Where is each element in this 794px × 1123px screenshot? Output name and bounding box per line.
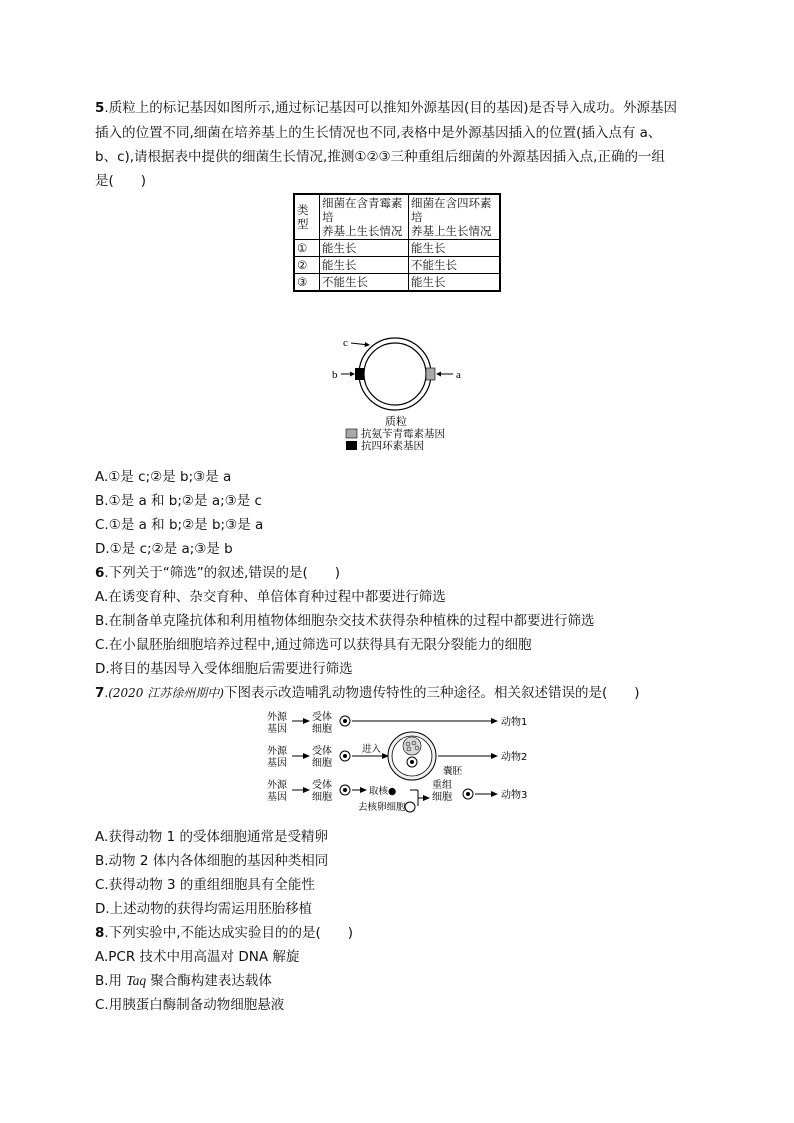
q5-line-4: 是( )	[95, 173, 147, 189]
table-header-penicillin: 细菌在含青霉素 培 养基上生长情况	[320, 194, 409, 240]
table-header-tetracycline: 细菌在含四环素 培 养基上生长情况	[409, 194, 501, 240]
q7-number: 7	[95, 685, 105, 701]
label-b: b	[332, 369, 338, 381]
row2-gene-label-2: 基因	[267, 758, 287, 769]
row1-gene-label-2: 基因	[267, 724, 287, 735]
q5-option-c: C.①是 a 和 b;②是 b;③是 a	[95, 517, 264, 533]
q5-number: 5	[95, 100, 105, 116]
row3-gene-label: 外源	[267, 780, 287, 791]
q6-number: 6	[95, 565, 105, 581]
q5-option-a: A.①是 c;②是 b;③是 a	[95, 469, 232, 485]
animal3-label: 动物3	[501, 790, 528, 801]
pathway-diagram	[262, 708, 562, 816]
legend-black-swatch	[346, 441, 357, 450]
q7-option-b: B.动物 2 体内各体细胞的基因种类相同	[95, 853, 329, 869]
q6-option-d: D.将目的基因导入受体细胞后需要进行筛选	[95, 661, 353, 677]
legend-gray-swatch	[346, 429, 357, 438]
q5-text-1: .质粒上的标记基因如图所示,通过标记基因可以推知外源基因(目的基因)是否导入成功。外源基因	[104, 100, 678, 116]
q7-stem	[95, 683, 640, 703]
recombined-cell-label: 重组	[432, 780, 452, 791]
q7-source: .(2020 江苏徐州期中)	[104, 686, 224, 700]
enter-label: 进入	[362, 744, 382, 755]
q7-option-c: C.获得动物 3 的重组细胞具有全能性	[95, 877, 315, 893]
animal2-label: 动物2	[501, 752, 528, 763]
table-row	[294, 240, 500, 257]
q5-line-2: 插入的位置不同,细菌在培养基上的生长情况也不同,表格中是外源基因插入的位置(插入点有 a、	[95, 125, 662, 141]
legend-black-label: 抗四环素基因	[361, 440, 424, 452]
q7-option-a: A.获得动物 1 的受体细胞通常是受精卵	[95, 829, 328, 845]
table-header-row	[294, 194, 500, 240]
q8-number: 8	[95, 925, 105, 941]
q7-option-d: D.上述动物的获得均需运用胚胎移植	[95, 901, 313, 917]
table-cell: 不能生长	[409, 257, 501, 274]
table-cell: ②	[294, 257, 320, 274]
q5-line-1	[95, 98, 677, 118]
tetracycline-resistance-gene	[355, 368, 364, 380]
table-header-type: 类 型	[294, 194, 320, 240]
animal1-label: 动物1	[501, 717, 528, 728]
q7-stem-text: 下图表示改造哺乳动物遗传特性的三种途径。相关叙述错误的是( )	[223, 685, 640, 701]
q6-option-a: A.在诱变育种、杂交育种、单倍体育种过程中都要进行筛选	[95, 589, 446, 605]
q6-stem	[95, 563, 340, 583]
take-nucleus-label: 取核●	[369, 786, 397, 797]
row3-gene-label-2: 基因	[267, 792, 287, 803]
table-row	[294, 257, 500, 274]
q8-option-b: B.用 Taq 聚合酶构建表达载体	[95, 973, 272, 989]
row3-cell-label-2: 细胞	[312, 792, 332, 803]
table-row	[294, 274, 500, 292]
arrow-b-head	[350, 372, 355, 377]
q6-option-c: C.在小鼠胚胎细胞培养过程中,通过筛选可以获得具有无限分裂能力的细胞	[95, 637, 532, 653]
blastocyst-icon	[388, 732, 436, 780]
table-cell: 能生长	[409, 240, 501, 257]
q5-option-b: B.①是 a 和 b;②是 a;③是 c	[95, 493, 262, 509]
table-cell: 能生长	[409, 274, 501, 292]
table-cell: ③	[294, 274, 320, 292]
q5-line-3: b、c),请根据表中提供的细菌生长情况,推测①②③三种重组后细菌的外源基因插入点,正确的一组	[95, 149, 665, 165]
table-cell: ①	[294, 240, 320, 257]
row1-cell-label: 受体	[312, 712, 332, 723]
enucleated-egg-label: 去核卵细胞	[358, 802, 406, 813]
q5-option-d: D.①是 c;②是 a;③是 b	[95, 541, 233, 557]
q6-stem-text: .下列关于“筛选”的叙述,错误的是( )	[104, 565, 341, 581]
q8-option-c: C.用胰蛋白酶制备动物细胞悬液	[95, 997, 285, 1013]
table-cell: 能生长	[320, 240, 409, 257]
arrow-a-head	[436, 372, 441, 377]
q6-option-b: B.在制备单克隆抗体和利用植物体细胞杂交技术获得杂种植株的过程中都要进行筛选	[95, 613, 595, 629]
recombined-cell-label-2: 细胞	[432, 792, 452, 803]
q8-stem-text: .下列实验中,不能达成实验目的的是( )	[104, 925, 354, 941]
legend-gray-label: 抗氨苄青霉素基因	[361, 428, 445, 440]
plasmid-caption: 质粒	[385, 415, 407, 428]
table-cell: 不能生长	[320, 274, 409, 292]
arrow-c-head	[365, 342, 371, 347]
table-cell: 能生长	[320, 257, 409, 274]
row1-cell-label-2: 细胞	[312, 724, 332, 735]
enucleated-egg-icon	[405, 802, 415, 812]
row1-gene-label: 外源	[267, 712, 287, 723]
row2-cell-label: 受体	[312, 746, 332, 757]
growth-table	[293, 193, 501, 292]
label-a: a	[456, 369, 461, 381]
label-c: c	[343, 337, 348, 349]
plasmid-inner-ring	[364, 343, 426, 405]
row2-cell-label-2: 细胞	[312, 758, 332, 769]
row3-cell-label: 受体	[312, 780, 332, 791]
row2-gene-label: 外源	[267, 746, 287, 757]
plasmid-outer-ring	[359, 338, 431, 410]
ampicillin-resistance-gene	[426, 368, 435, 380]
q8-stem	[95, 923, 353, 943]
blastocyst-label: 囊胚	[443, 766, 463, 777]
taq-italic: Taq	[126, 973, 147, 988]
plasmid-figure	[325, 330, 485, 455]
q8-option-a: A.PCR 技术中用高温对 DNA 解旋	[95, 949, 300, 965]
